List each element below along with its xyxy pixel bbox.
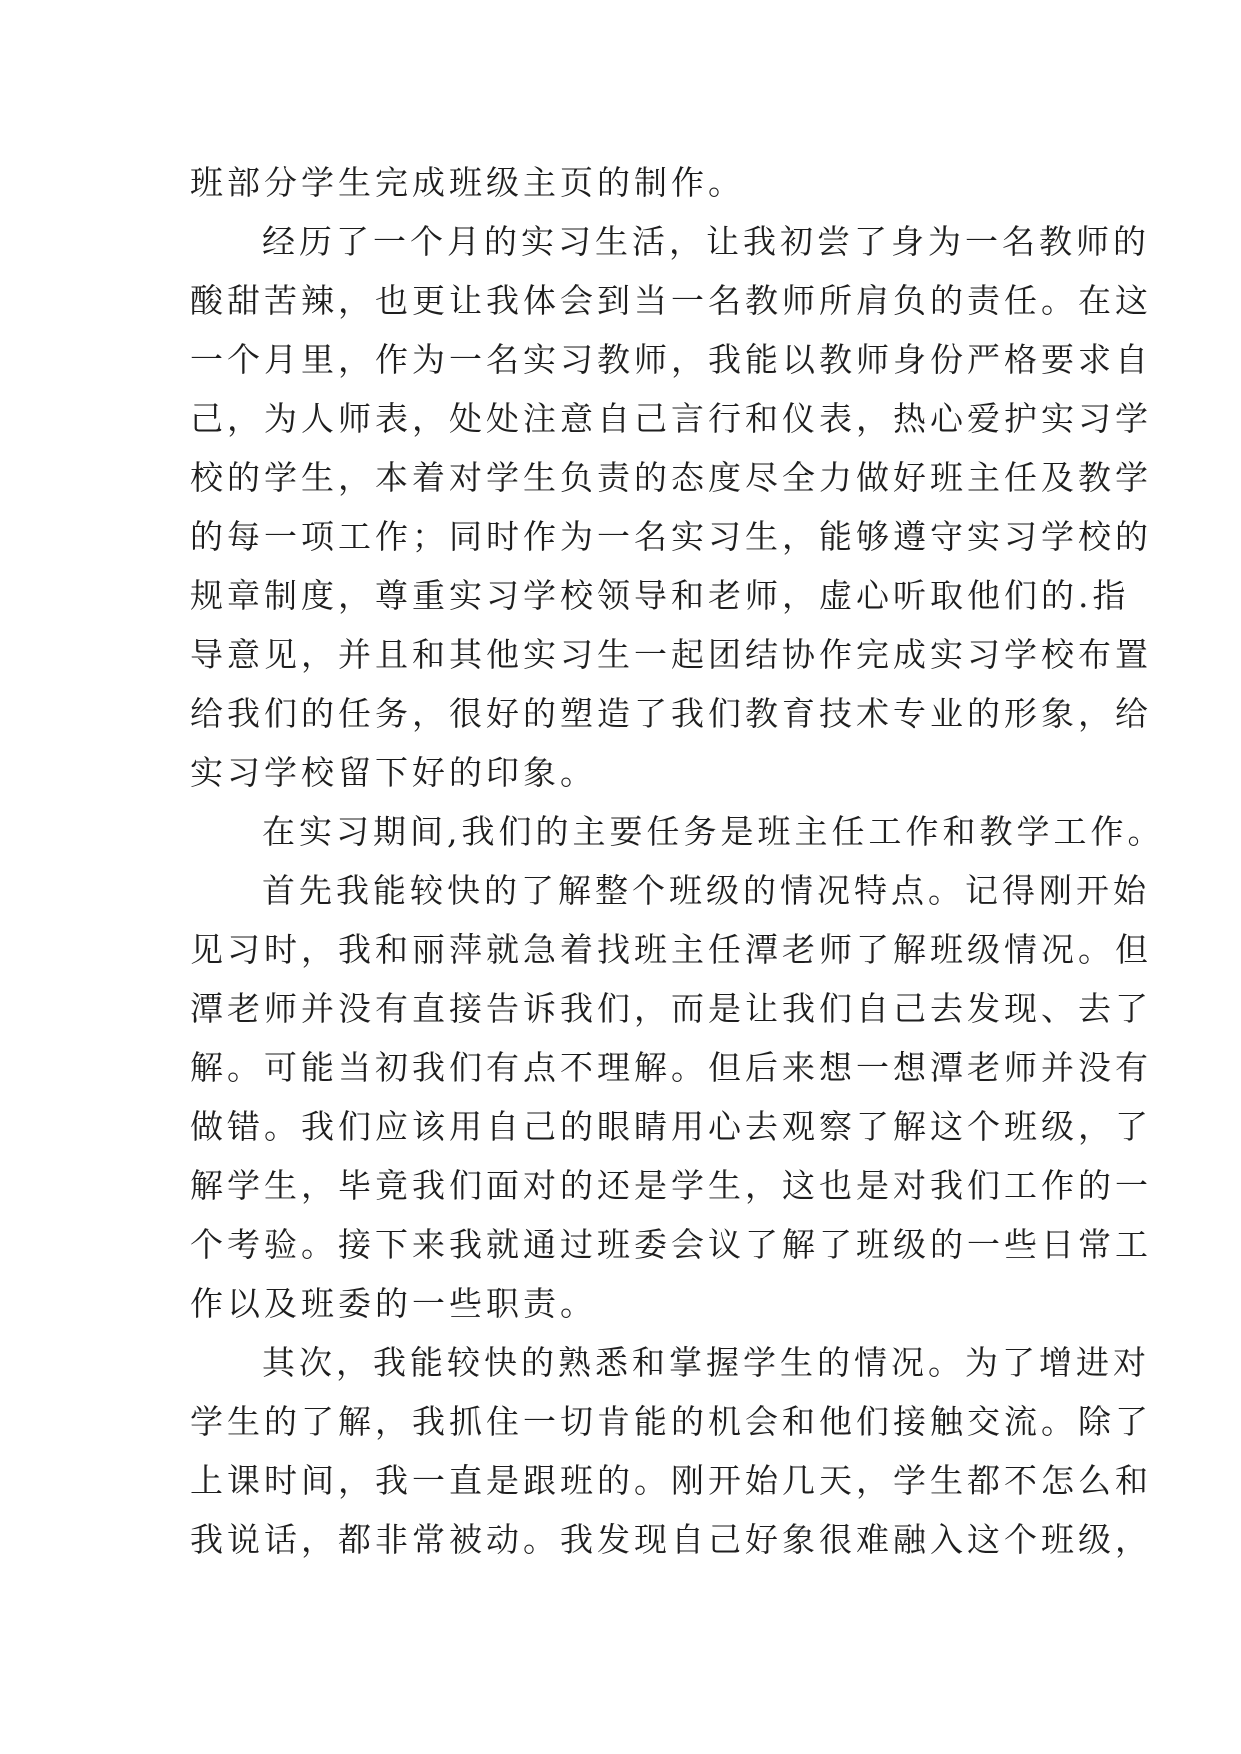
paragraph-first-line: 经历了一个月的实习生活，让我初尝了身为一名教师的 [262, 222, 1150, 261]
paragraph-first-line: 首先我能较快的了解整个班级的情况特点。记得刚开始 [262, 871, 1150, 910]
text-line: 规章制度，尊重实习学校领导和老师，虚心听取他们的.指 [190, 576, 1130, 615]
text-line: 校的学生，本着对学生负责的态度尽全力做好班主任及教学 [190, 458, 1152, 497]
text-line: 见习时，我和丽萍就急着找班主任潭老师了解班级情况。但 [190, 930, 1152, 969]
body-text [190, 153, 1165, 1569]
text-line: 潭老师并没有直接告诉我们，而是让我们自己去发现、去了 [190, 989, 1152, 1028]
text-line: 解。可能当初我们有点不理解。但后来想一想潭老师并没有 [190, 1048, 1152, 1087]
paragraph-first-line: 其次，我能较快的熟悉和掌握学生的情况。为了增进对 [262, 1343, 1150, 1382]
text-line: 做错。我们应该用自己的眼睛用心去观察了解这个班级，了 [190, 1107, 1152, 1146]
text-line: 导意见，并且和其他实习生一起团结协作完成实习学校布置 [190, 635, 1152, 674]
text-line: 作以及班委的一些职责。 [190, 1284, 597, 1323]
text-line: 我说话，都非常被动。我发现自己好象很难融入这个班级， [190, 1520, 1152, 1559]
text-line: 实习学校留下好的印象。 [190, 753, 597, 792]
text-line: 班部分学生完成班级主页的制作。 [190, 163, 745, 202]
text-line: 上课时间，我一直是跟班的。刚开始几天，学生都不怎么和 [190, 1461, 1152, 1500]
text-line: 解学生，毕竟我们面对的还是学生，这也是对我们工作的一 [190, 1166, 1152, 1205]
text-line: 给我们的任务，很好的塑造了我们教育技术专业的形象，给 [190, 694, 1152, 733]
text-line: 个考验。接下来我就通过班委会议了解了班级的一些日常工 [190, 1225, 1152, 1264]
text-line: 一个月里，作为一名实习教师，我能以教师身份严格要求自 [190, 340, 1152, 379]
text-line: 酸甜苦辣，也更让我体会到当一名教师所肩负的责任。在这 [190, 281, 1152, 320]
text-line: 学生的了解，我抓住一切肯能的机会和他们接触交流。除了 [190, 1402, 1152, 1441]
text-line: 己，为人师表，处处注意自己言行和仪表，热心爱护实习学 [190, 399, 1152, 438]
paragraph-first-line: 在实习期间,我们的主要任务是班主任工作和教学工作。 [262, 812, 1165, 851]
text-line: 的每一项工作；同时作为一名实习生，能够遵守实习学校的 [190, 517, 1152, 556]
